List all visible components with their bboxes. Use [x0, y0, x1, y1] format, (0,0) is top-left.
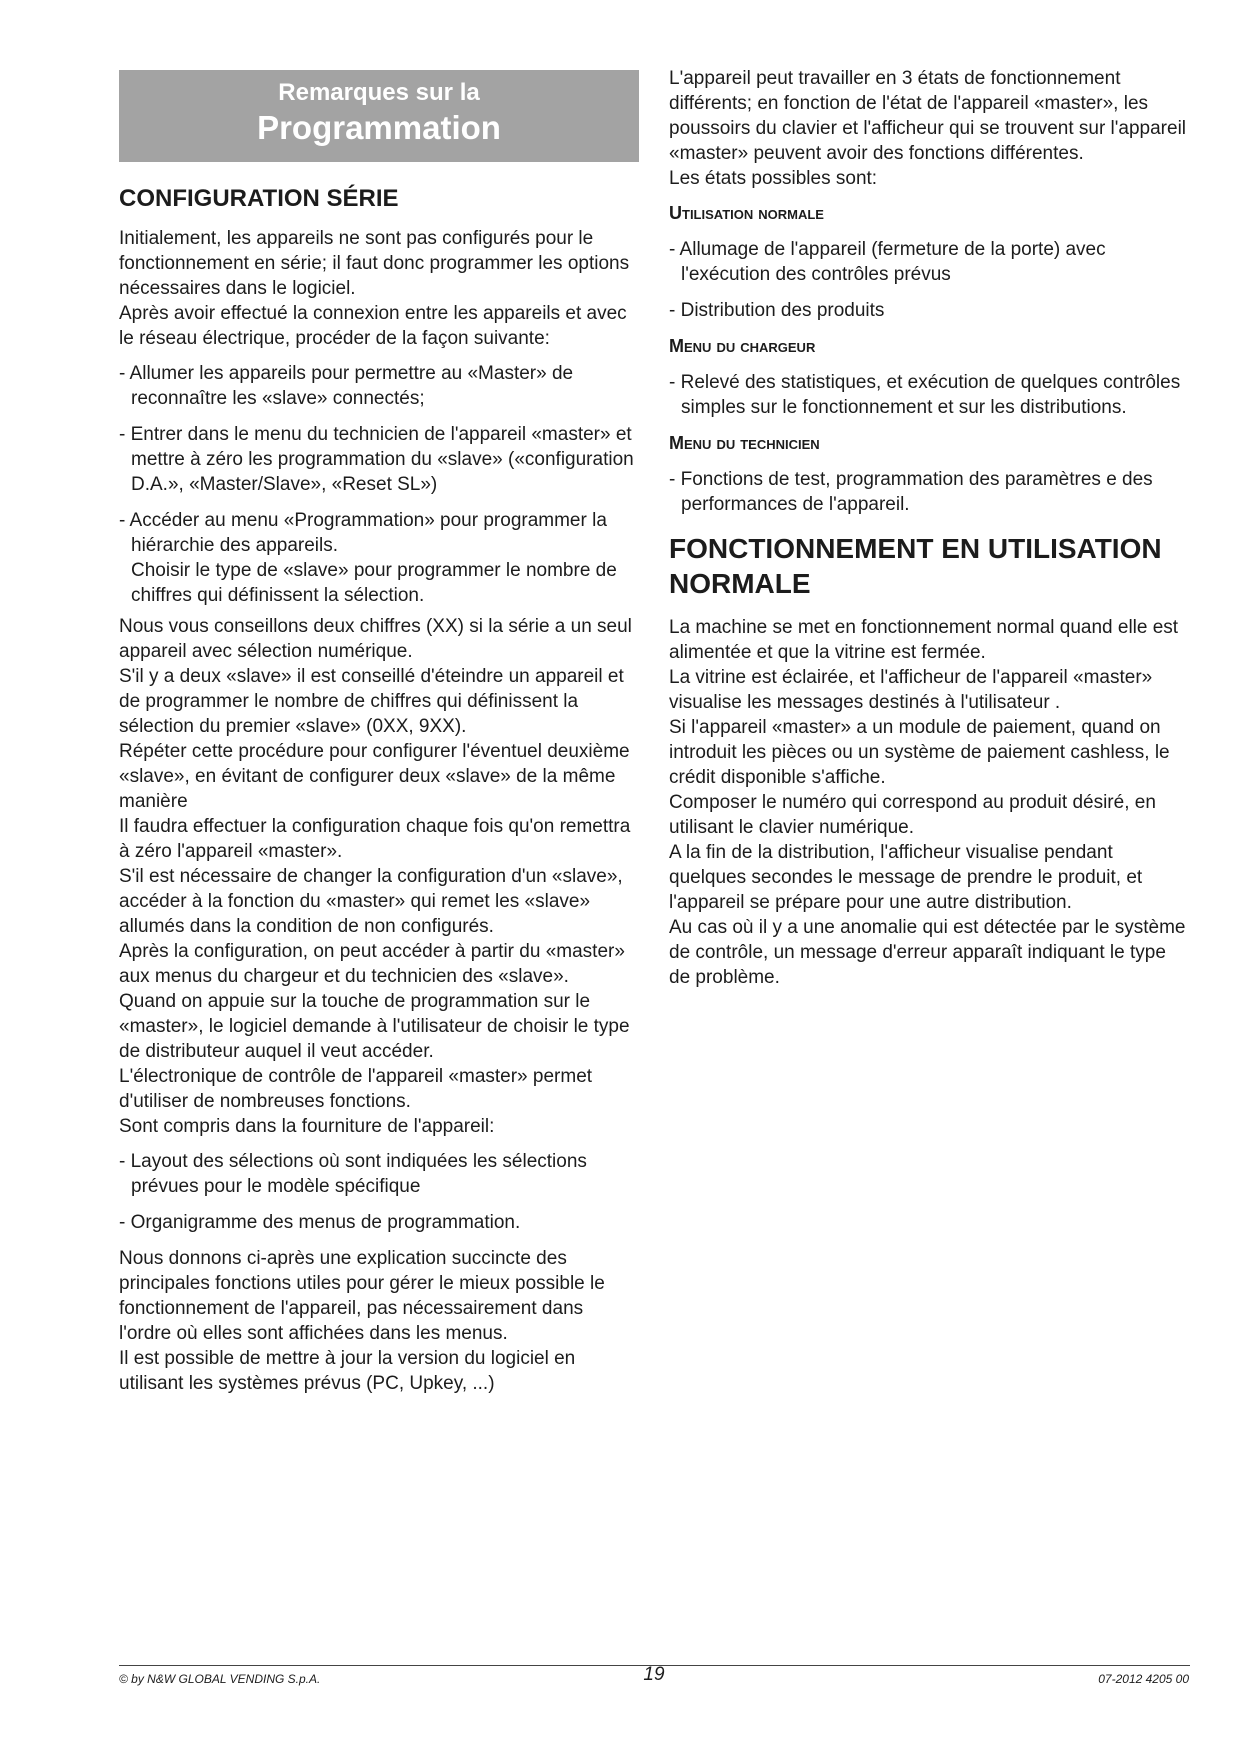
paragraph: Quand on appuie sur la touche de programmation sur le «master», le logiciel demande à l'utilisateur de choisir le type de distributeur auquel il veut accéder. — [119, 991, 630, 1062]
list-item — [119, 508, 639, 608]
list-item: - Entrer dans le menu du technicien de l'appareil «master» et mettre à zéro les programmation du «slave» («configuration D.A.», «Master/Slave», «Reset SL») — [119, 424, 634, 495]
subheading-menu-technicien: Menu du technicien — [669, 433, 820, 453]
paragraph: S'il est nécessaire de changer la configuration d'un «slave», accéder à la fonction du «master» qui remet les «slave» allumés dans la condition de non configurés. — [119, 866, 623, 937]
subheading-utilisation-normale: Utilisation normale — [669, 203, 824, 223]
heading-configuration-serie: CONFIGURATION SÉRIE — [119, 185, 399, 212]
paragraph: Après avoir effectué la connexion entre les appareils et avec le réseau électrique, procéder de la façon suivante: — [119, 303, 627, 349]
paragraph: Initialement, les appareils ne sont pas configurés pour le fonctionnement en série; il faut donc programmer les options nécessaires dans le logiciel. — [119, 228, 630, 299]
list-item: - Distribution des produits — [669, 300, 885, 321]
banner-subtitle: Remarques sur la — [278, 79, 480, 106]
paragraph: Si l'appareil «master» a un module de paiement, quand on introduit les pièces ou un système de paiement cashless, le crédit disponible s'affiche. — [669, 717, 1170, 788]
subheading-menu-chargeur: Menu du chargeur — [669, 336, 816, 356]
paragraph: Au cas où il y a une anomalie qui est détectée par le système de contrôle, un message d'erreur apparaît indiquant le type de problème. — [669, 917, 1186, 988]
list-item: - Allumage de l'appareil (fermeture de la porte) avec l'exécution des contrôles prévus — [669, 239, 1106, 285]
list-item: - Fonctions de test, programmation des paramètres e des performances de l'appareil. — [669, 469, 1153, 515]
list-item: - Layout des sélections où sont indiquées les sélections prévues pour le modèle spécifique — [119, 1151, 587, 1197]
paragraph: Nous vous conseillons deux chiffres (XX) si la série a un seul appareil avec sélection numérique. — [119, 616, 632, 662]
paragraph: Il faudra effectuer la configuration chaque fois qu'on remettra à zéro l'appareil «master». — [119, 816, 631, 862]
paragraph: Répéter cette procédure pour configurer l'éventuel deuxième «slave», en évitant de configurer deux «slave» de la même manière — [119, 741, 630, 812]
page-number: 19 — [643, 1664, 665, 1685]
paragraph: Les états possibles sont: — [669, 168, 878, 189]
list-item-text: - Accéder au menu «Programmation» pour programmer la hiérarchie des appareils. — [119, 510, 607, 556]
banner-title: Programmation — [257, 109, 501, 146]
paragraph: Après la configuration, on peut accéder à partir du «master» aux menus du chargeur et du technicien des «slave». — [119, 941, 625, 987]
section-banner — [119, 70, 639, 162]
paragraph: Sont compris dans la fourniture de l'appareil: — [119, 1116, 495, 1137]
right-column — [669, 66, 1189, 990]
paragraph: L'appareil peut travailler en 3 états de fonctionnement différents; en fonction de l'état de l'appareil «master», les poussoirs du clavier et l'afficheur qui se trouvent sur l'appareil «master» peuvent avoir des fonctions différentes. — [669, 68, 1187, 164]
paragraph: Composer le numéro qui correspond au produit désiré, en utilisant le clavier numérique. — [669, 792, 1156, 838]
heading-fonctionnement: FONCTIONNEMENT EN UTILISATION NORMALE — [669, 533, 1162, 599]
footer-copyright: © by N&W GLOBAL VENDING S.p.A. — [119, 1672, 321, 1686]
paragraph: Il est possible de mettre à jour la version du logiciel en utilisant les systèmes prévus (PC, Upkey, ...) — [119, 1348, 576, 1394]
list-item: - Organigramme des menus de programmation. — [119, 1212, 521, 1233]
paragraph: L'électronique de contrôle de l'appareil «master» permet d'utiliser de nombreuses fonctions. — [119, 1066, 593, 1112]
document-code: 07-2012 4205 00 — [1098, 1672, 1189, 1686]
paragraph: La machine se met en fonctionnement normal quand elle est alimentée et que la vitrine est fermée. — [669, 617, 1179, 663]
paragraph: Nous donnons ci-après une explication succincte des principales fonctions utiles pour gérer le mieux possible le fonctionnement de l'appareil, pas nécessairement dans l'ordre où elles sont affichées dans les menus. — [119, 1248, 605, 1344]
paragraph: A la fin de la distribution, l'afficheur visualise pendant quelques secondes le message de prendre le produit, et l'appareil se prépare pour une autre distribution. — [669, 842, 1143, 913]
list-item: - Relevé des statistiques, et exécution de quelques contrôles simples sur le fonctionnement et sur les distributions. — [669, 372, 1181, 418]
paragraph: S'il y a deux «slave» il est conseillé d'éteindre un appareil et de programmer le nombre de chiffres qui définissent la sélection du premier «slave» (0XX, 9XX). — [119, 666, 624, 737]
paragraph: La vitrine est éclairée, et l'afficheur de l'appareil «master» visualise les messages destinés à l'utilisateur . — [669, 667, 1153, 713]
left-column — [119, 70, 639, 1396]
list-item-continuation: Choisir le type de «slave» pour programmer le nombre de chiffres qui définissent la sélection. — [131, 560, 617, 606]
list-item: - Allumer les appareils pour permettre au «Master» de reconnaître les «slave» connectés; — [119, 363, 574, 409]
